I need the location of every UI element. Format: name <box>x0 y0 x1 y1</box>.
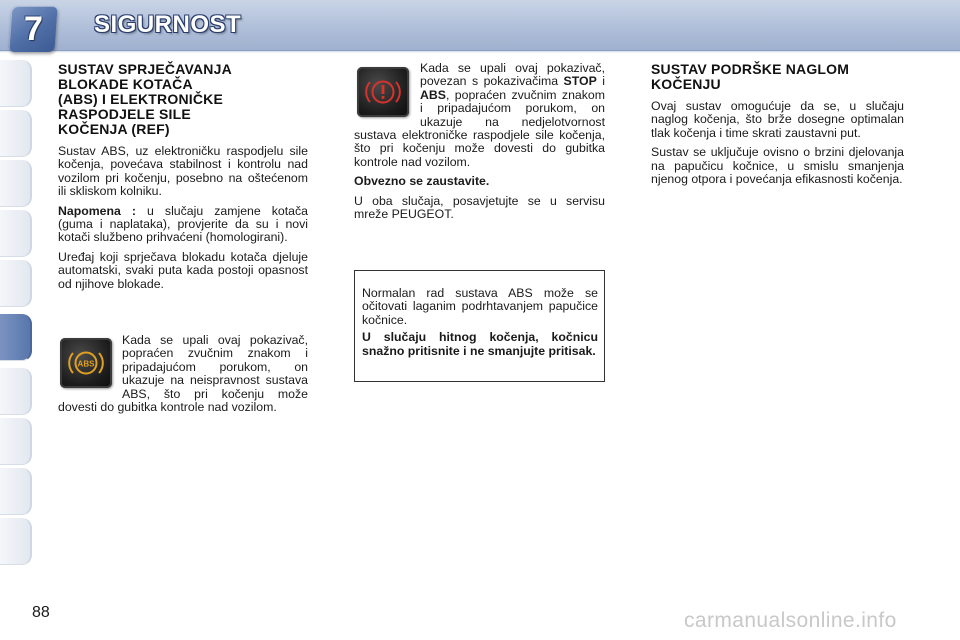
side-tab-active[interactable] <box>0 314 32 361</box>
brake-assist-activation: Sustav se uključuje ovisno o brzini djelovanja na papučicu kočnice, u smislu smanjenja njenog otpora i povećanja efikasnosti kočenja. <box>651 145 904 187</box>
emergency-braking-advice: U slučaju hitnog kočenja, kočnicu snažno pritisnite i ne smanjujte pritisak. <box>362 330 598 358</box>
brake-warning-lamp <box>357 67 409 117</box>
service-advice: U oba slučaja, posavjetujte se u servisu mreže PEUGEOT. <box>354 193 605 222</box>
chapter-number: 7 <box>23 9 43 48</box>
chapter-side-tabs <box>0 60 34 580</box>
side-tab[interactable] <box>0 260 32 307</box>
side-tab[interactable] <box>0 368 32 415</box>
heading-line: KOČENJU <box>651 76 721 92</box>
heading-line: SUSTAV SPRJEČAVANJA <box>58 61 232 77</box>
brake-lamp-text-a: Kada se upali ovaj pokazivač, povezan s pokazivačima <box>420 61 605 89</box>
heading-line: SUSTAV PODRŠKE NAGLOM <box>651 61 850 77</box>
side-tab[interactable] <box>0 210 32 257</box>
page-number: 88 <box>32 604 50 621</box>
wheel-change-note <box>58 205 308 245</box>
abs-description: Sustav ABS, uz elektroničku raspodjelu sile kočenja, povećava stabilnost i kontrolu nad vozilom pri kočenju, posebno na oštećenom ili skliskom kolniku. <box>58 144 308 199</box>
side-tab[interactable] <box>0 518 32 565</box>
heading-line: BLOKADE KOTAČA <box>58 76 193 92</box>
and-word: i <box>596 74 605 89</box>
heading-line: KOČENJA (REF) <box>58 121 170 137</box>
stop-label: STOP <box>563 74 597 89</box>
side-tab[interactable] <box>0 468 32 515</box>
side-tab[interactable] <box>0 160 32 207</box>
abs-normal-operation: Normalan rad sustava ABS može se očitovati laganim podrhtavanjem papučice kočnice. <box>362 286 598 327</box>
brake-lamp-text-b: , popraćen zvučnim znakom i pripadajućom porukom, on ukazuje na nedjelotvornost sustava elektroničke raspodjele sile kočenja, što pri kočenju može dovesti do gubitka kontrole nad vozilom. <box>354 87 605 169</box>
chapter-badge <box>8 6 57 52</box>
brake-warning-icon <box>363 75 403 109</box>
abs-automatic-text: Uređaj koji sprječava blokadu kotača djeluje automatski, svaki puta kada postoji opasnost od njihove blokade. <box>58 249 308 291</box>
heading-line: RASPODJELE SILE <box>58 106 191 122</box>
abs-info-box <box>354 270 605 382</box>
abs-lamp-text: Kada se upali ovaj pokazivač, popraćen zvučnim znakom i pripadajućom porukom, on ukazuje na neispravnost sustava ABS, što pri kočenju može dovesti do gubitka kontrole nad vozilom. <box>58 333 308 415</box>
abs-lamp-label: ABS <box>77 359 95 369</box>
side-tab[interactable] <box>0 110 32 157</box>
side-tab[interactable] <box>0 418 32 465</box>
note-label: Napomena : <box>58 203 136 218</box>
section-heading-abs-ref <box>58 62 308 137</box>
stop-warning: Obvezno se zaustavite. <box>354 174 490 189</box>
column-brake-assist <box>651 62 904 192</box>
heading-line: (ABS) I ELEKTRONIČKE <box>58 91 223 107</box>
side-tab[interactable] <box>0 60 32 107</box>
watermark: carmanualsonline.info <box>684 609 897 632</box>
abs-warning-icon <box>66 346 106 380</box>
section-heading-brake-assist <box>651 62 904 92</box>
abs-label: ABS <box>420 87 446 102</box>
abs-warning-lamp <box>60 338 112 388</box>
brake-assist-description: Ovaj sustav omogućuje da se, u slučaju naglog kočenja, što brže dosegne optimalan tlak kočenja i time skrati zaustavni put. <box>651 99 904 140</box>
chapter-title: SIGURNOST <box>94 11 242 38</box>
column-abs-ref <box>58 62 308 297</box>
note-text: u slučaju zamjene kotača (guma i naplataka), provjerite da su i novi kotači službeno prihvaćeni (homologirani). <box>58 203 308 245</box>
